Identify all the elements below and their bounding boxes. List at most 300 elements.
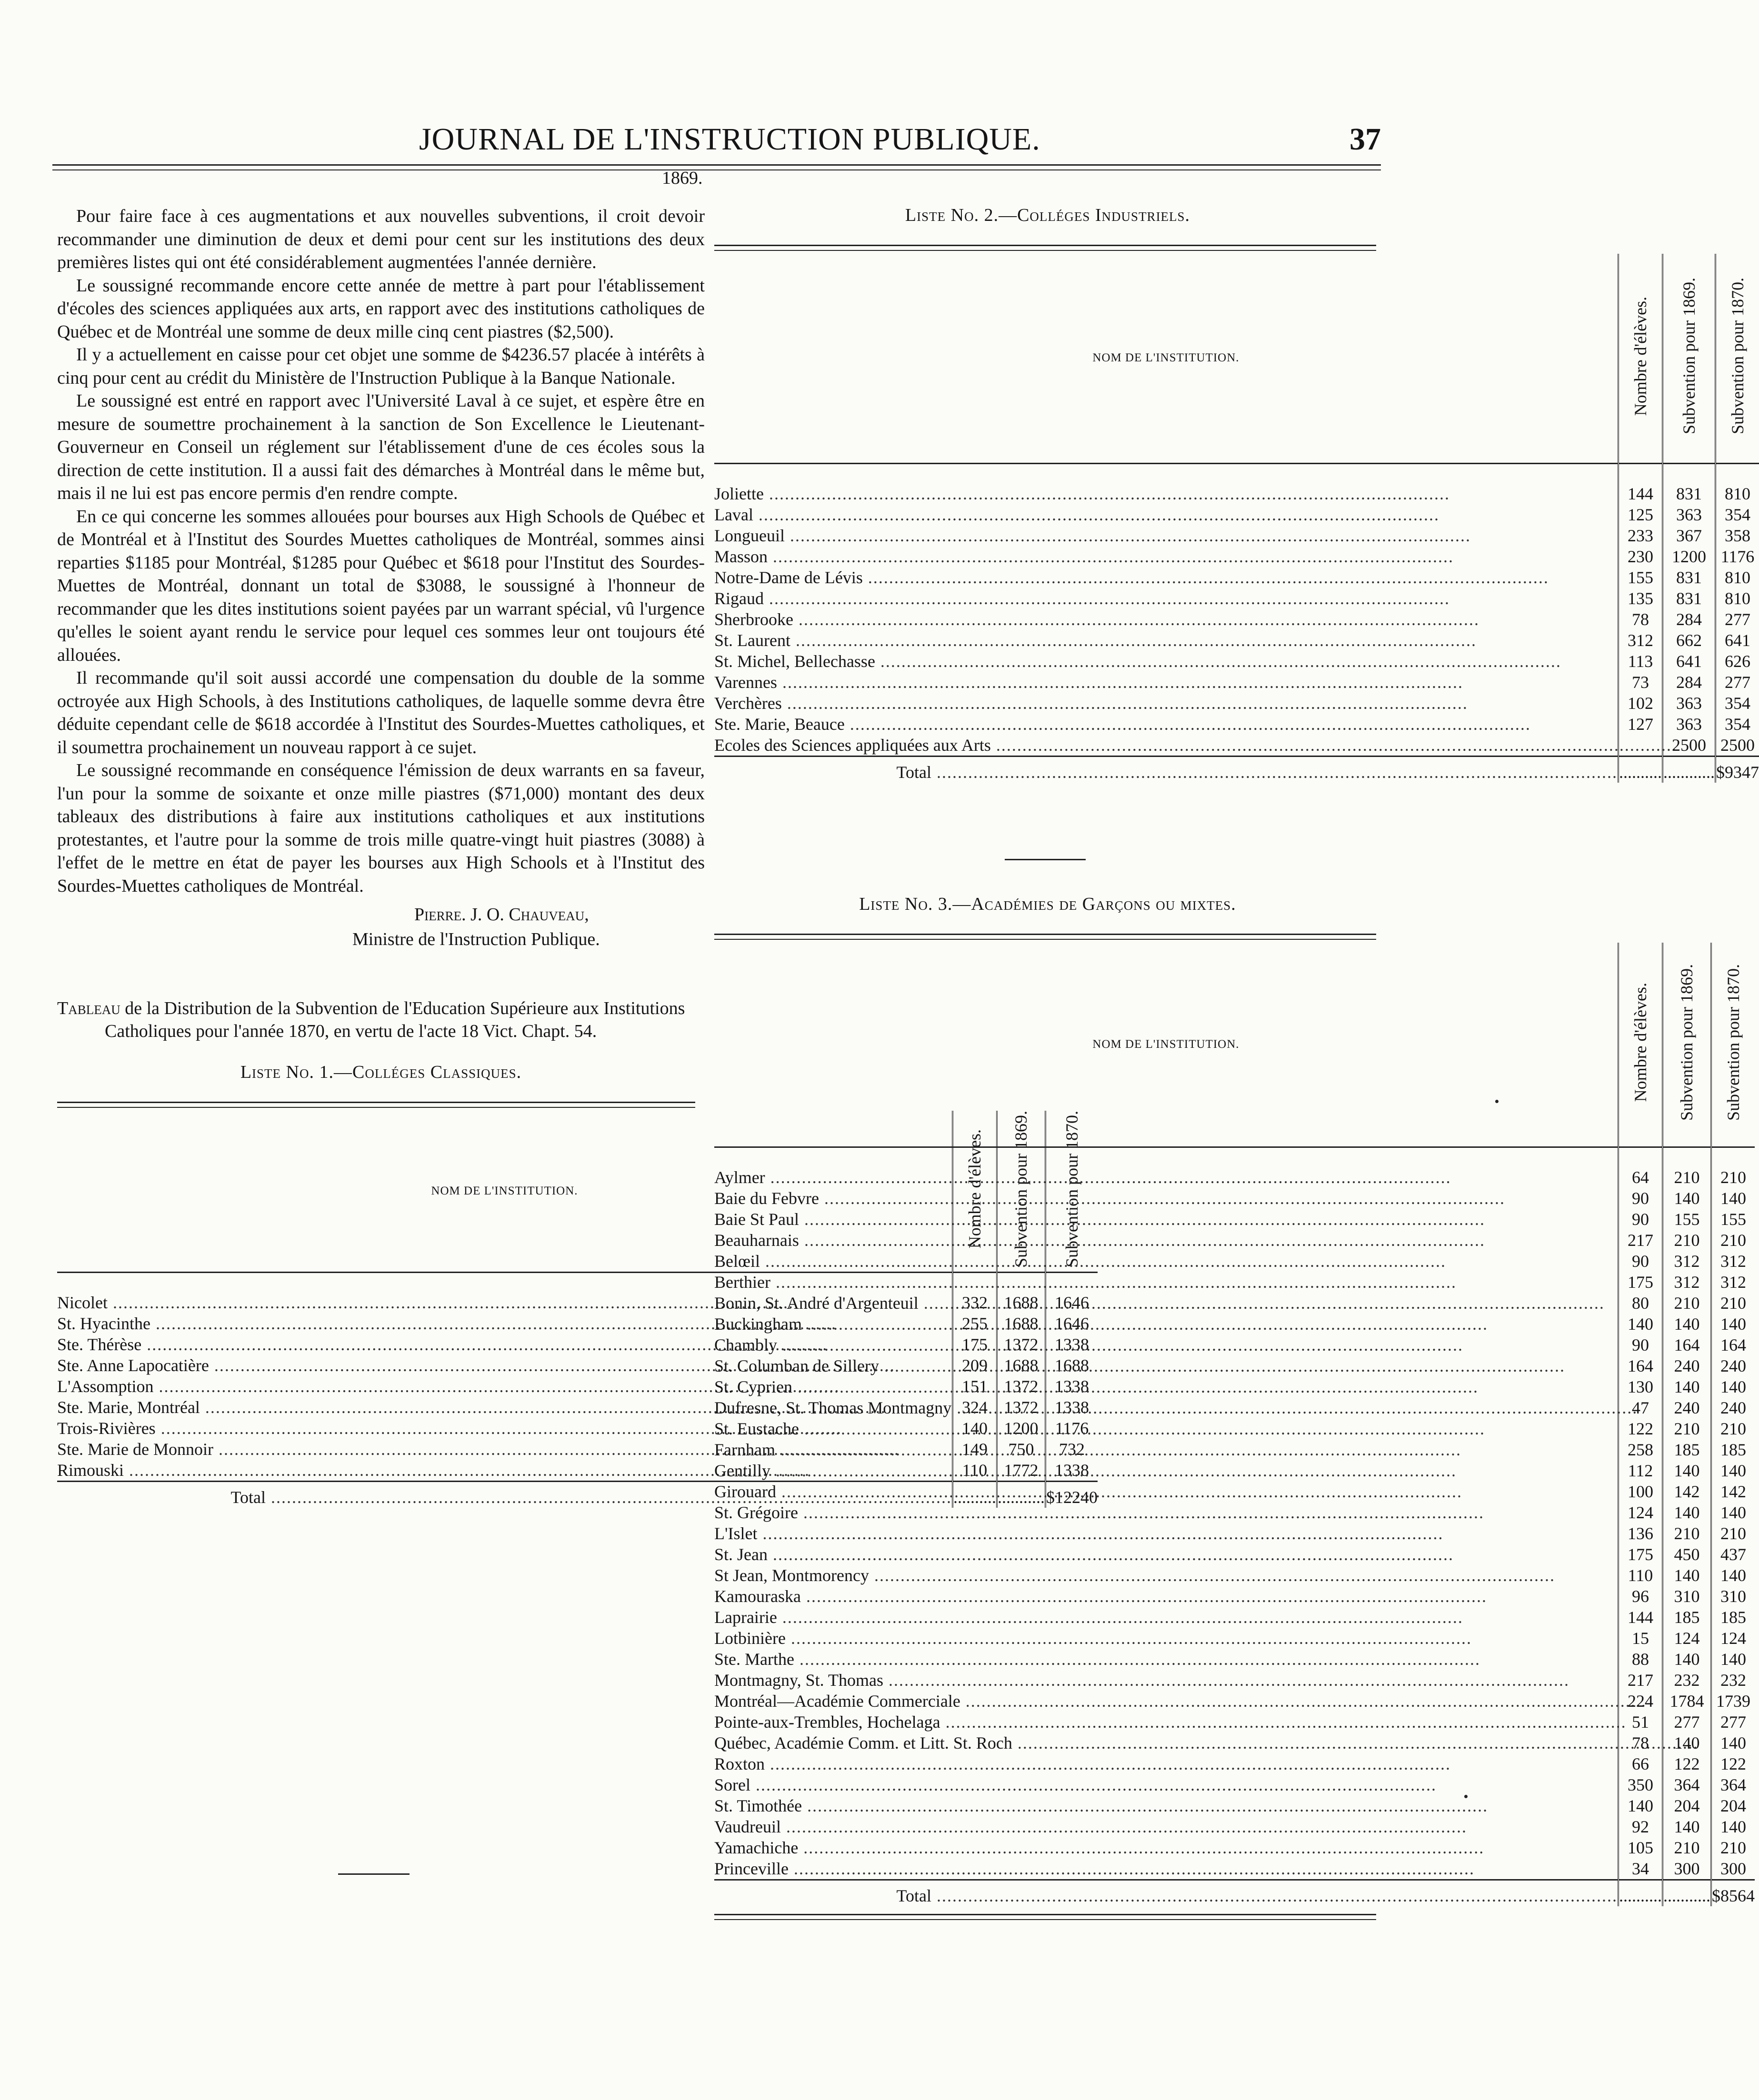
institution-name: St Jean, Montmorency ..... xyxy=(714,1566,1555,1585)
table-row xyxy=(714,588,1759,609)
subvention-1869: 831 xyxy=(1662,567,1715,588)
column-header-1870: Subvention pour 1870. xyxy=(1728,278,1747,435)
column-header-pupils: Nombre d'élèves. xyxy=(965,1129,984,1249)
subvention-1869: 140 xyxy=(1662,1188,1711,1209)
subvention-1869: 312 xyxy=(1662,1251,1711,1272)
table-row xyxy=(714,1628,1755,1649)
subvention-1870: 1646 xyxy=(1045,1313,1098,1334)
body-text xyxy=(57,205,705,897)
institution-name: Roxton ..... xyxy=(714,1754,1451,1773)
liste3-table xyxy=(714,943,1755,1907)
institution-name: St. Grégoire ..... xyxy=(714,1503,1484,1522)
institution-name: St. Hyacinthe ..... xyxy=(57,1314,837,1333)
table-row xyxy=(714,1565,1755,1586)
liste1-title: Liste No. 1.—Colléges Classiques. xyxy=(240,1062,522,1082)
table-row xyxy=(714,1691,1755,1712)
signature-name: Pierre. J. O. Chauveau, xyxy=(414,905,589,925)
subvention-1870: 140 xyxy=(1711,1649,1755,1670)
institution-name: St. Michel, Bellechasse ..... xyxy=(714,652,1561,671)
subvention-1869: 831 xyxy=(1662,463,1715,504)
subvention-1870: 210 xyxy=(1711,1230,1755,1251)
body-paragraph: Pour faire face à ces augmentations et aux nouvelles subventions, il croit devoir recommander une diminution de deux et demi pour cent sur les institutions des deux premières listes qui ont été considérablement augmentées l'année dernière. xyxy=(57,206,705,272)
subvention-1870: 140 xyxy=(1711,1188,1755,1209)
pupil-count: 175 xyxy=(1618,1272,1662,1293)
subvention-1870: 810 xyxy=(1715,588,1759,609)
institution-name: Gentilly ..... xyxy=(714,1461,1457,1480)
institution-name: St. Timothée ..... xyxy=(714,1796,1488,1815)
subvention-1869: 1372 xyxy=(997,1334,1045,1355)
subvention-1870: 354 xyxy=(1715,504,1759,525)
subvention-1870: 140 xyxy=(1711,1376,1755,1397)
pupil-count: 92 xyxy=(1618,1816,1662,1837)
column-header-name: NOM DE L'INSTITUTION. xyxy=(431,1184,578,1197)
column-header-1869: Subvention pour 1869. xyxy=(1679,278,1699,435)
table-row xyxy=(714,1251,1755,1272)
subvention-1870: 1338 xyxy=(1045,1376,1098,1397)
liste3-title: Liste No. 3.—Académies de Garçons ou mixtes. xyxy=(859,894,1236,914)
institution-name: Princeville ..... xyxy=(714,1859,1475,1878)
institution-name: Aylmer ..... xyxy=(714,1168,1451,1187)
table-row xyxy=(714,1376,1755,1397)
total-1869: ............ xyxy=(1662,756,1715,783)
body-paragraph: Le soussigné recommande encore cette année de mettre à part pour l'établissement d'écoles des sciences appliquées aux arts, en rapport avec des institutions catholiques de Québec et de Montréal une somme de deux mille cinq cent piastres ($2,500). xyxy=(57,275,705,342)
subvention-1870: 2500 xyxy=(1715,735,1759,756)
institution-name: Ste. Marthe ..... xyxy=(714,1650,1480,1669)
table-row xyxy=(714,1795,1755,1816)
subvention-1869: 140 xyxy=(1662,1460,1711,1481)
subvention-1870: 122 xyxy=(1711,1753,1755,1774)
institution-name: St. Columban de Sillery ..... xyxy=(714,1356,1565,1375)
subvention-1870: 140 xyxy=(1711,1314,1755,1334)
pupil-count: 110 xyxy=(1618,1565,1662,1586)
subvention-1870: 1688 xyxy=(1045,1355,1098,1376)
pupil-count: 312 xyxy=(1618,630,1662,651)
pupil-count: 102 xyxy=(1618,693,1662,714)
pupil-count: 233 xyxy=(1618,525,1662,546)
total-pupils: .......... xyxy=(1618,756,1662,783)
pupil-count: 73 xyxy=(1618,672,1662,693)
subvention-1870: 277 xyxy=(1711,1712,1755,1732)
institution-name: Varennes ..... xyxy=(714,673,1463,692)
institution-name: L'Islet ..... xyxy=(714,1524,1443,1543)
pupil-count: 88 xyxy=(1618,1649,1662,1670)
subvention-1870: 1646 xyxy=(1045,1273,1098,1314)
institution-name: Trois-Rivières ..... xyxy=(57,1419,842,1438)
table-row xyxy=(714,1481,1755,1502)
pupil-count: 135 xyxy=(1618,588,1662,609)
subvention-1870: 124 xyxy=(1711,1628,1755,1649)
subvention-1870: 204 xyxy=(1711,1795,1755,1816)
subvention-1870: 312 xyxy=(1711,1251,1755,1272)
tableau-caption xyxy=(57,997,705,1043)
subvention-1869: 185 xyxy=(1662,1439,1711,1460)
table-row xyxy=(714,609,1759,630)
table-row xyxy=(714,1188,1755,1209)
institution-name: St. Laurent ..... xyxy=(714,631,1477,650)
institution-name: Rigaud ..... xyxy=(714,589,1450,608)
pupil-count: 51 xyxy=(1618,1712,1662,1732)
table-row xyxy=(714,1753,1755,1774)
subvention-1870: 210 xyxy=(1711,1418,1755,1439)
table-row xyxy=(714,1397,1755,1418)
institution-name: Laprairie ..... xyxy=(714,1608,1463,1627)
pupil-count: 127 xyxy=(1618,714,1662,735)
subvention-1870: 354 xyxy=(1715,714,1759,735)
total-label: Total ..... xyxy=(897,1886,1618,1905)
subvention-1869: 122 xyxy=(1662,1753,1711,1774)
institution-name: Montréal—Académie Commerciale ..... xyxy=(714,1692,1647,1711)
subvention-1869: 1372 xyxy=(997,1376,1045,1397)
institution-name: St. Eustache ..... xyxy=(714,1419,1485,1438)
pupil-count: 149 xyxy=(952,1439,997,1460)
pupil-count: 164 xyxy=(1618,1355,1662,1376)
subvention-1870: 232 xyxy=(1711,1670,1755,1691)
pupil-count: 105 xyxy=(1618,1837,1662,1858)
institution-name: L'Assomption ..... xyxy=(57,1377,840,1396)
pupil-count: 209 xyxy=(952,1355,997,1376)
subvention-1869: 210 xyxy=(1662,1523,1711,1544)
subvention-1870: 354 xyxy=(1715,693,1759,714)
pupil-count: 90 xyxy=(1618,1209,1662,1230)
institution-name: St. Cyprien ..... xyxy=(714,1377,1479,1396)
subvention-1870: 1176 xyxy=(1045,1418,1098,1439)
liste1-rule xyxy=(57,1102,695,1108)
subvention-1869: 662 xyxy=(1662,630,1715,651)
subvention-1869: 210 xyxy=(1662,1230,1711,1251)
subvention-1869: 240 xyxy=(1662,1355,1711,1376)
subvention-1870: 312 xyxy=(1711,1272,1755,1293)
subvention-1870: 185 xyxy=(1711,1439,1755,1460)
total-1870: $9347 xyxy=(1715,756,1759,783)
institution-name: Ecoles des Sciences appliquées aux Arts ..... xyxy=(714,736,1677,755)
pupil-count: 90 xyxy=(1618,1188,1662,1209)
pupil-count: 78 xyxy=(1618,1732,1662,1753)
right-column xyxy=(714,200,1759,1920)
body-paragraph: En ce qui concerne les sommes allouées pour bourses aux High Schools de Québec et de Montréal et à l'Institut des Sourdes Muettes catholiques de Montréal, sommes ainsi reparties $1185 pour Montréal, $1285 pour Québec et $618 pour l'Institut des Sourdes-Muettes de Montréal, donnant un total de $3088, le soussigné à l'honneur de recommander que les dites institutions soient payées par un warrant spécial, vû l'urgence qu'elles le soient ayant rendu le service pour lequel ces sommes leur ont toujours été allouées. xyxy=(57,506,705,665)
institution-name: Berthier ..... xyxy=(714,1273,1457,1292)
subvention-1870: 210 xyxy=(1711,1293,1755,1314)
subvention-1870: 155 xyxy=(1711,1209,1755,1230)
subvention-1869: 1200 xyxy=(1662,546,1715,567)
pupil-count: 350 xyxy=(1618,1774,1662,1795)
institution-name: Nicolet ..... xyxy=(57,1293,794,1312)
subvention-1870: 1739 xyxy=(1711,1691,1755,1712)
subvention-1869: 450 xyxy=(1662,1544,1711,1565)
table-row xyxy=(714,1460,1755,1481)
subvention-1869: 142 xyxy=(1662,1481,1711,1502)
subvention-1869: 831 xyxy=(1662,588,1715,609)
subvention-1870: 210 xyxy=(1711,1147,1755,1188)
table-row xyxy=(714,672,1759,693)
subvention-1870: 641 xyxy=(1715,630,1759,651)
total-1870: $12240 xyxy=(1045,1482,1098,1508)
institution-name: Rimouski ..... xyxy=(57,1461,810,1480)
print-speck xyxy=(1464,1795,1468,1798)
subvention-1870: 142 xyxy=(1711,1481,1755,1502)
table-row xyxy=(714,1418,1755,1439)
table-row xyxy=(714,525,1759,546)
institution-name: St. Jean ..... xyxy=(714,1545,1454,1564)
liste3-bottom-rule xyxy=(714,1914,1376,1920)
table-row xyxy=(714,1670,1755,1691)
pupil-count: 15 xyxy=(1618,1628,1662,1649)
column-header-1869: Subvention pour 1869. xyxy=(1011,1111,1031,1267)
pupil-count: 151 xyxy=(952,1376,997,1397)
subvention-1869: 1772 xyxy=(997,1460,1045,1482)
subvention-1869: 210 xyxy=(1662,1837,1711,1858)
institution-name: Masson ..... xyxy=(714,547,1454,566)
subvention-1870: 1338 xyxy=(1045,1397,1098,1418)
institution-name: Buckingham ..... xyxy=(714,1314,1488,1334)
table-row xyxy=(714,1774,1755,1795)
total-pupils: .......... xyxy=(952,1482,997,1508)
subvention-1869: 1688 xyxy=(997,1273,1045,1314)
column-header-name: NOM DE L'INSTITUTION. xyxy=(1092,1037,1239,1051)
subvention-1869: 210 xyxy=(1662,1147,1711,1188)
pupil-count: 90 xyxy=(1618,1334,1662,1355)
pupil-count: 113 xyxy=(1618,651,1662,672)
subvention-1870: 210 xyxy=(1711,1523,1755,1544)
subvention-1869: 164 xyxy=(1662,1334,1711,1355)
subvention-1870: 140 xyxy=(1711,1816,1755,1837)
subvention-1869: 140 xyxy=(1662,1565,1711,1586)
liste2-title: Liste No. 2.—Colléges Industriels. xyxy=(905,205,1190,225)
pupil-count: 110 xyxy=(952,1460,997,1482)
column-header-1870: Subvention pour 1870. xyxy=(1723,964,1743,1121)
institution-name: Pointe-aux-Trembles, Hochelaga ..... xyxy=(714,1712,1627,1732)
table-row xyxy=(714,1502,1755,1523)
pupil-count: 175 xyxy=(952,1334,997,1355)
institution-name: Ste. Anne Lapocatière ..... xyxy=(57,1356,895,1375)
subvention-1869: 367 xyxy=(1662,525,1715,546)
institution-name: Belœil ..... xyxy=(714,1252,1446,1271)
table-row xyxy=(714,1712,1755,1732)
subvention-1870: 185 xyxy=(1711,1607,1755,1628)
header-rule xyxy=(52,164,1381,170)
subvention-1870: 358 xyxy=(1715,525,1759,546)
institution-name: Ste. Marie, Montréal ..... xyxy=(57,1398,886,1417)
pupil-count: 64 xyxy=(1618,1147,1662,1188)
page-number: 37 xyxy=(1349,122,1381,157)
tableau-lead: Tableau xyxy=(57,998,120,1018)
subvention-1870: 310 xyxy=(1711,1586,1755,1607)
pupil-count: 90 xyxy=(1618,1251,1662,1272)
institution-name: Baie St Paul ..... xyxy=(714,1210,1485,1229)
signature-role: Ministre de l'Instruction Publique. xyxy=(352,929,600,949)
table-row xyxy=(714,1586,1755,1607)
pupil-count: 324 xyxy=(952,1397,997,1418)
table-row xyxy=(714,1858,1755,1880)
subvention-1869: 204 xyxy=(1662,1795,1711,1816)
total-1869: ........... xyxy=(997,1482,1045,1508)
total-label: Total ..... xyxy=(231,1488,952,1507)
pupil-count: 144 xyxy=(1618,463,1662,504)
institution-name: Ste. Thérèse ..... xyxy=(57,1335,828,1354)
table-row xyxy=(714,1272,1755,1293)
subvention-1869: 210 xyxy=(1662,1418,1711,1439)
subvention-1869: 140 xyxy=(1662,1649,1711,1670)
institution-name: Ste. Marie de Monnoir ..... xyxy=(57,1440,899,1459)
subvention-1869: 140 xyxy=(1662,1816,1711,1837)
liste3-rule xyxy=(714,934,1376,940)
institution-name: Notre-Dame de Lévis ..... xyxy=(714,568,1549,587)
subvention-1870: 140 xyxy=(1711,1565,1755,1586)
table-row xyxy=(714,1334,1755,1355)
subvention-1870: 732 xyxy=(1045,1439,1098,1460)
subvention-1869: 140 xyxy=(1662,1502,1711,1523)
table-row xyxy=(714,1544,1755,1565)
section-divider xyxy=(1005,859,1086,860)
subvention-1869: 750 xyxy=(997,1439,1045,1460)
subvention-1869: 140 xyxy=(1662,1376,1711,1397)
pupil-count: 96 xyxy=(1618,1586,1662,1607)
subvention-1869: 363 xyxy=(1662,693,1715,714)
pupil-count: 112 xyxy=(1618,1460,1662,1481)
subvention-1869: 2500 xyxy=(1662,735,1715,756)
column-header-1870: Subvention pour 1870. xyxy=(1062,1111,1081,1267)
table-row xyxy=(714,567,1759,588)
institution-name: Ste. Marie, Beauce ..... xyxy=(714,715,1531,734)
institution-name: Longueuil ..... xyxy=(714,526,1471,545)
total-pupils: .......... xyxy=(1618,1880,1662,1907)
table-row xyxy=(714,1607,1755,1628)
table-row xyxy=(714,651,1759,672)
liste2-table xyxy=(714,254,1759,783)
institution-name: Bonin, St. André d'Argenteuil ..... xyxy=(714,1294,1605,1313)
pupil-count: 217 xyxy=(1618,1230,1662,1251)
pupil-count: 122 xyxy=(1618,1418,1662,1439)
subvention-1869: 140 xyxy=(1662,1732,1711,1753)
subvention-1870: 240 xyxy=(1711,1397,1755,1418)
subvention-1870: 140 xyxy=(1711,1460,1755,1481)
subvention-1869: 240 xyxy=(1662,1397,1711,1418)
subvention-1870: 626 xyxy=(1715,651,1759,672)
subvention-1869: 1784 xyxy=(1662,1691,1711,1712)
institution-name: Beauharnais ..... xyxy=(714,1231,1485,1250)
institution-name: Baie du Febvre ..... xyxy=(714,1189,1505,1208)
table-row xyxy=(714,735,1759,756)
pupil-count: 230 xyxy=(1618,546,1662,567)
subvention-1869: 232 xyxy=(1662,1670,1711,1691)
institution-name: Sorel ..... xyxy=(714,1775,1437,1794)
institution-name: Chambly ..... xyxy=(714,1335,1463,1354)
pupil-count: 125 xyxy=(1618,504,1662,525)
subvention-1869: 1200 xyxy=(997,1418,1045,1439)
subvention-1869: 363 xyxy=(1662,714,1715,735)
subvention-1869: 140 xyxy=(1662,1314,1711,1334)
subvention-1869: 310 xyxy=(1662,1586,1711,1607)
pupil-count: 332 xyxy=(952,1273,997,1314)
table-row xyxy=(714,1293,1755,1314)
body-paragraph: Il recommande qu'il soit aussi accordé une compensation du double de la somme octroyée aux High Schools, à des Institutions catholiques, de laquelle somme devra être déduite cependant celle de $618 accordée à l'Institut des Sourdes-Muettes catholiques, et il soumettra prochainement un nouveau rapport à ce sujet. xyxy=(57,668,705,757)
column-header-pupils: Nombre d'élèves. xyxy=(1630,983,1650,1102)
institution-name: Laval ..... xyxy=(714,505,1439,524)
institution-name: Farnham ..... xyxy=(714,1440,1461,1459)
subvention-1869: 124 xyxy=(1662,1628,1711,1649)
signature-block xyxy=(57,902,705,952)
body-paragraph: Le soussigné est entré en rapport avec l'Université Laval à ce sujet, et espère être en mesure de soumettre prochainement à la sanction de Son Excellence le Lieutenant-Gouverneur en Conseil un réglement sur l'établissement d'une de ces écoles sous la direction de cette institution. Il a aussi fait des démarches à Montréal dans le même but, mais il ne lui est pas encore permis d'en rendre compte. xyxy=(57,391,705,503)
subvention-1870: 164 xyxy=(1711,1334,1755,1355)
pupil-count: 80 xyxy=(1618,1293,1662,1314)
body-paragraph: Il y a actuellement en caisse pour cet objet une somme de $4236.57 placée à intérêts à cinq pour cent au crédit du Ministère de l'Instruction Publique à la Banque Nationale. xyxy=(57,345,705,388)
table-row xyxy=(714,1523,1755,1544)
institution-name: Kamouraska ..... xyxy=(714,1587,1487,1606)
table-row xyxy=(714,1816,1755,1837)
subvention-1870: 300 xyxy=(1711,1858,1755,1880)
total-1869: ........... xyxy=(1662,1880,1711,1907)
body-paragraph: Le soussigné recommande en conséquence l'émission de deux warrants en sa faveur, l'un pour la somme de soixante et onze mille piastres ($71,000) montant des deux tableaux des distributions à faire aux institutions catholiques et aux institutions protestantes, et l'autre pour la somme de trois mille quatre-vingt huit piastres (3088) à l'effet de le mettre en état de payer les bourses aux High Schools et à l'Institut des Sourdes-Muettes catholiques de Montréal. xyxy=(57,760,705,896)
pupil-count: 175 xyxy=(1618,1544,1662,1565)
table-row xyxy=(714,1230,1755,1251)
subvention-1870: 210 xyxy=(1711,1837,1755,1858)
table-row xyxy=(714,463,1759,504)
table-row xyxy=(714,1649,1755,1670)
subvention-1870: 277 xyxy=(1715,672,1759,693)
pupil-count: 255 xyxy=(952,1313,997,1334)
subvention-1870: 1176 xyxy=(1715,546,1759,567)
table-row xyxy=(714,546,1759,567)
subvention-1869: 185 xyxy=(1662,1607,1711,1628)
institution-name: Dufresne, St. Thomas Montmagny ..... xyxy=(714,1398,1638,1417)
column-header-1869: Subvention pour 1869. xyxy=(1677,964,1697,1121)
institution-name: Lotbinière ..... xyxy=(714,1629,1472,1648)
subvention-1869: 277 xyxy=(1662,1712,1711,1732)
institution-name: Sherbrooke ..... xyxy=(714,610,1479,629)
running-head xyxy=(52,121,1381,159)
pupil-count: 66 xyxy=(1618,1753,1662,1774)
subvention-1870: 240 xyxy=(1711,1355,1755,1376)
pupil-count: 140 xyxy=(1618,1314,1662,1334)
subvention-1869: 1688 xyxy=(997,1355,1045,1376)
pupil-count: 140 xyxy=(1618,1795,1662,1816)
subvention-1870: 277 xyxy=(1715,609,1759,630)
column-header-pupils: Nombre d'élèves. xyxy=(1630,296,1650,416)
subvention-1870: 140 xyxy=(1711,1732,1755,1753)
subvention-1869: 284 xyxy=(1662,609,1715,630)
table-row xyxy=(714,1314,1755,1334)
total-label: Total ..... xyxy=(897,763,1618,782)
table-row xyxy=(714,630,1759,651)
institution-name: Joliette ..... xyxy=(714,484,1450,503)
pupil-count: 100 xyxy=(1618,1481,1662,1502)
print-speck xyxy=(1495,1100,1499,1103)
pupil-count: 258 xyxy=(1618,1439,1662,1460)
year-stamp: 1869. xyxy=(662,168,703,188)
subvention-1870: 810 xyxy=(1715,567,1759,588)
subvention-1870: 364 xyxy=(1711,1774,1755,1795)
pupil-count: 124 xyxy=(1618,1502,1662,1523)
table-row xyxy=(714,504,1759,525)
institution-name: Yamachiche ..... xyxy=(714,1838,1484,1857)
subvention-1869: 210 xyxy=(1662,1293,1711,1314)
subvention-1869: 364 xyxy=(1662,1774,1711,1795)
subvention-1869: 284 xyxy=(1662,672,1715,693)
institution-name: Verchères ..... xyxy=(714,694,1468,713)
pupil-count: 140 xyxy=(952,1418,997,1439)
subvention-1869: 1688 xyxy=(997,1313,1045,1334)
institution-name: Girouard ..... xyxy=(714,1482,1462,1501)
table-row xyxy=(714,693,1759,714)
total-1870: $8564 xyxy=(1711,1880,1755,1907)
left-divider xyxy=(338,1873,410,1875)
subvention-1870: 1338 xyxy=(1045,1460,1098,1482)
liste2-rule xyxy=(714,245,1376,251)
table-row xyxy=(714,714,1759,735)
pupil-count: 217 xyxy=(1618,1670,1662,1691)
pupil-count: 155 xyxy=(1618,567,1662,588)
subvention-1869: 641 xyxy=(1662,651,1715,672)
pupil-count: 224 xyxy=(1618,1691,1662,1712)
